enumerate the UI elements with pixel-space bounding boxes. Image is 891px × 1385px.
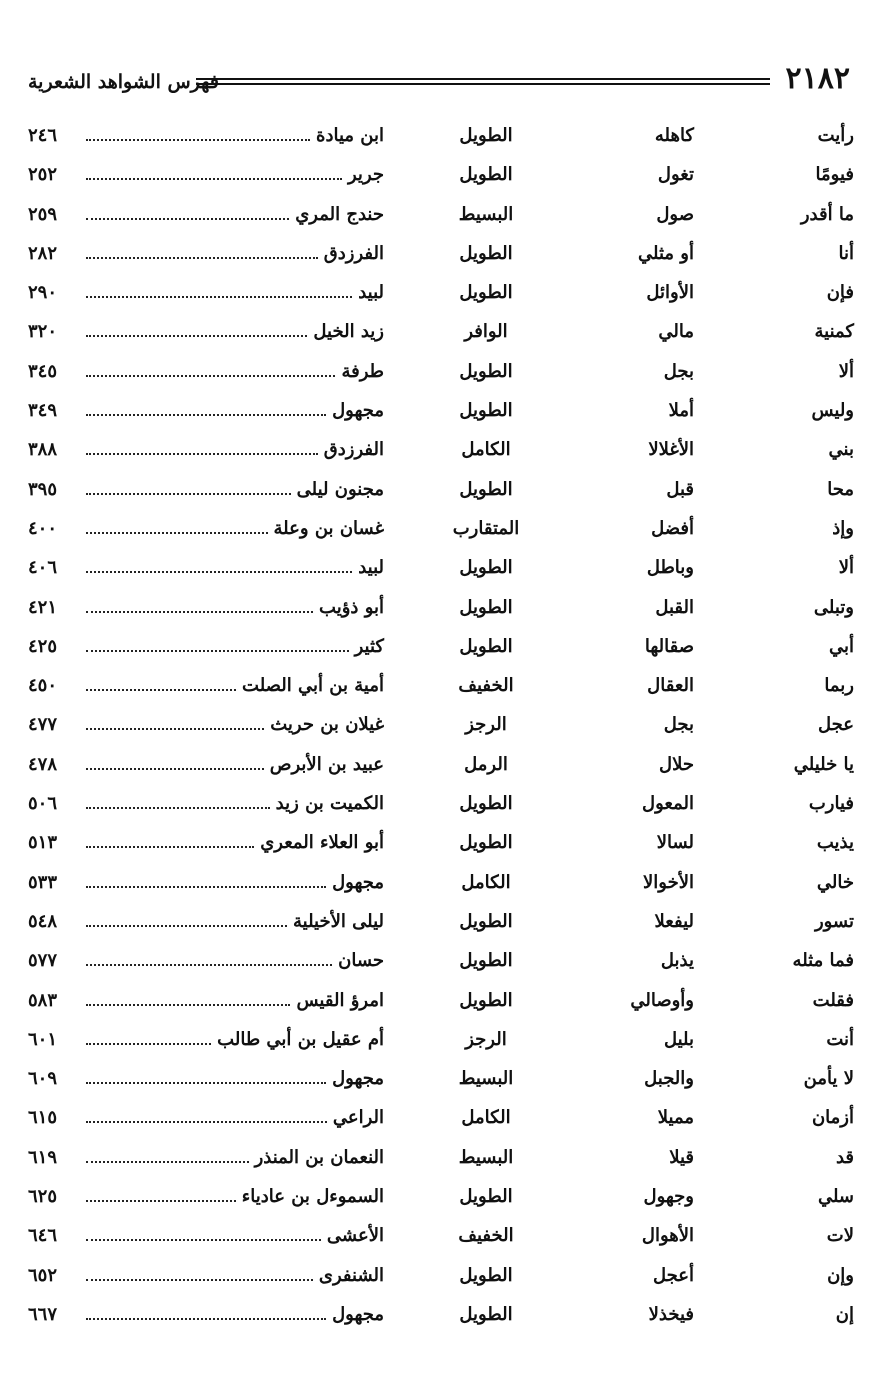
verse-start-word: أزمان (811, 1107, 854, 1129)
dot-leader (86, 791, 270, 809)
page-reference: ٦٠١ (28, 1028, 58, 1050)
rhyme-word: الأوائل (646, 282, 694, 304)
poet-entry (28, 830, 384, 856)
poet-entry (28, 673, 384, 699)
rhyme-word: أو مثلي (638, 242, 694, 264)
index-row (28, 634, 854, 673)
dot-leader (86, 830, 254, 848)
running-title: فهرس الشواهد الشعرية (28, 71, 219, 93)
rhyme-word: وأوصالي (630, 989, 694, 1011)
poet-entry (28, 634, 384, 660)
page-reference: ٤٥٠ (28, 675, 58, 697)
meter: الطويل (459, 1303, 513, 1325)
verse-start-word: فيومًا (815, 164, 854, 186)
index-row (28, 752, 854, 791)
verse-start-word: ألا (838, 360, 854, 382)
meter: الطويل (459, 793, 513, 815)
meter: الطويل (459, 125, 513, 146)
poet-name: الفرزدق (323, 242, 384, 264)
index-row (28, 359, 854, 398)
verse-start-word: وليس (811, 400, 854, 422)
dot-leader (86, 123, 310, 141)
rhyme-word: والجبل (644, 1068, 694, 1090)
header-rule (196, 78, 770, 85)
verse-start-word: عجل (818, 714, 854, 736)
meter: الطويل (459, 832, 513, 854)
rhyme-word: الأغلالا (648, 439, 694, 461)
poet-name: الراعي (332, 1107, 384, 1129)
verse-start-word: محا (827, 478, 854, 500)
index-row (28, 516, 854, 555)
page-reference: ٦٢٥ (28, 1186, 58, 1208)
rhyme-word: قبل (666, 478, 694, 500)
verse-start-word: وتبلى (813, 596, 854, 618)
meter: الوافر (464, 321, 508, 343)
verse-start-word: تسور (814, 910, 854, 932)
poet-name: عبيد بن الأبرص (269, 753, 384, 775)
poet-name: مجهول (332, 400, 384, 422)
page-reference: ٤٧٧ (28, 714, 58, 736)
poet-entry (28, 1263, 384, 1289)
page-reference: ٢٩٠ (28, 282, 58, 304)
page-reference: ٦٠٩ (28, 1068, 58, 1090)
dot-leader (86, 712, 264, 730)
page-reference: ٥٤٨ (28, 910, 58, 932)
poet-name: مجهول (332, 871, 384, 893)
poet-entry (28, 909, 384, 935)
verse-start-word: فما مثله (792, 950, 854, 972)
page-reference: ٣٤٩ (28, 400, 58, 422)
poet-entry (28, 948, 384, 974)
index-row (28, 555, 854, 594)
meter: الطويل (459, 989, 513, 1011)
verse-start-word: ألا (838, 557, 854, 579)
poet-name: غسان بن وعلة (273, 517, 384, 539)
verse-start-word: لات (826, 1225, 854, 1247)
poet-name: أبو ذؤيب (319, 596, 384, 618)
verse-start-word: خالي (816, 871, 854, 893)
rhyme-word: حلال (659, 753, 694, 775)
dot-leader (86, 398, 326, 416)
meter: الرجز (465, 1028, 507, 1050)
verse-start-word: قد (835, 1146, 854, 1168)
poet-entry (28, 870, 384, 896)
poet-entry (28, 555, 384, 581)
rhyme-word: لسالا (656, 832, 694, 854)
index-row (28, 909, 854, 948)
poet-name: طرفة (341, 360, 384, 382)
poet-entry (28, 1027, 384, 1053)
dot-leader (86, 1027, 211, 1045)
meter: الخفيف (458, 675, 514, 697)
rhyme-word: أعجل (653, 1264, 694, 1286)
page-reference: ٣٢٠ (28, 321, 58, 343)
index-row (28, 241, 854, 280)
index-row (28, 870, 854, 909)
verse-start-word: بني (828, 439, 854, 461)
poet-name: زيد الخيل (313, 321, 384, 343)
verse-start-word: وإن (827, 1264, 854, 1286)
index-row (28, 477, 854, 516)
dot-leader (86, 595, 313, 613)
page-reference: ٣٨٨ (28, 439, 58, 461)
poet-entry (28, 1223, 384, 1249)
dot-leader (86, 1302, 326, 1320)
poet-entry (28, 791, 384, 817)
index-row (28, 1066, 854, 1105)
poet-name: النعمان بن المنذر (254, 1146, 384, 1168)
rhyme-word: القبل (655, 596, 694, 618)
poet-entry (28, 123, 384, 149)
verse-start-word: أنا (838, 242, 854, 264)
poet-name: الأعشى (326, 1225, 384, 1247)
poet-entry (28, 595, 384, 621)
index-row (28, 437, 854, 476)
verse-start-word: يذيب (816, 832, 854, 854)
meter: البسيط (458, 203, 514, 225)
rhyme-word: مالي (658, 321, 694, 343)
poet-entry (28, 752, 384, 778)
rhyme-word: ليفعلا (654, 910, 694, 932)
poet-entry (28, 1302, 384, 1328)
page-reference: ٣٩٥ (28, 478, 58, 500)
meter: البسيط (458, 1146, 514, 1168)
verse-start-word: رأيت (817, 125, 854, 146)
dot-leader (86, 280, 352, 298)
poet-name: مجنون ليلى (296, 478, 384, 500)
dot-leader (86, 437, 318, 455)
poet-name: لبيد (358, 557, 384, 579)
dot-leader (86, 1145, 249, 1163)
meter: الطويل (459, 164, 513, 186)
rhyme-word: العقال (647, 675, 694, 697)
meter: الطويل (459, 557, 513, 579)
poet-entry (28, 359, 384, 385)
index-row (28, 1145, 854, 1184)
rhyme-word: وجهول (643, 1186, 694, 1208)
index-row (28, 319, 854, 358)
page-reference: ٥٣٣ (28, 871, 58, 893)
page-number: ٢١٨٢ (785, 61, 850, 96)
rhyme-word: فيخذلا (648, 1303, 694, 1325)
page-reference: ٤٢٥ (28, 635, 58, 657)
rhyme-word: قيلا (669, 1146, 694, 1168)
index-row (28, 1105, 854, 1144)
poet-name: امرؤ القيس (296, 989, 384, 1011)
poet-entry (28, 398, 384, 424)
rhyme-word: تغول (657, 164, 694, 186)
verse-start-word: سلي (817, 1186, 854, 1208)
verse-start-word: لا يأمن (803, 1068, 854, 1090)
dot-leader (86, 359, 335, 377)
index-row (28, 673, 854, 712)
meter: الرجز (465, 714, 507, 736)
poet-entry (28, 241, 384, 267)
page-reference: ٣٤٥ (28, 360, 58, 382)
meter: الطويل (459, 360, 513, 382)
verse-start-word: أنت (826, 1028, 854, 1050)
dot-leader (86, 1105, 327, 1123)
page-reference: ٦١٩ (28, 1146, 58, 1168)
poet-entry (28, 988, 384, 1014)
meter: الطويل (459, 1186, 513, 1208)
meter: البسيط (458, 1068, 514, 1090)
meter: الطويل (459, 1264, 513, 1286)
poet-entry (28, 319, 384, 345)
poet-name: الكميت بن زيد (275, 793, 384, 815)
dot-leader (86, 555, 352, 573)
verse-start-word: فقلت (812, 989, 854, 1011)
meter: الطويل (459, 478, 513, 500)
dot-leader (86, 319, 307, 337)
poet-entry (28, 1105, 384, 1131)
meter: الرمل (464, 753, 508, 775)
index-row (28, 988, 854, 1027)
poet-entry (28, 202, 384, 228)
poet-name: الفرزدق (323, 439, 384, 461)
dot-leader (86, 202, 289, 220)
poet-entry (28, 1066, 384, 1092)
dot-leader (86, 752, 264, 770)
poet-name: لبيد (358, 282, 384, 304)
meter: الكامل (461, 1107, 511, 1129)
poet-name: جرير (348, 164, 384, 186)
poet-name: مجهول (332, 1068, 384, 1090)
verse-start-word: فإن (826, 282, 854, 304)
index-row (28, 1302, 854, 1341)
rhyme-word: المعول (642, 793, 694, 815)
page-reference: ٦١٥ (28, 1107, 58, 1129)
dot-leader (86, 241, 318, 259)
page-reference: ٥٧٧ (28, 950, 58, 972)
page-header (28, 62, 850, 102)
dot-leader (86, 634, 349, 652)
rhyme-word: أفضل (651, 517, 694, 539)
dot-leader (86, 1184, 236, 1202)
dot-leader (86, 477, 291, 495)
page-reference: ٥١٣ (28, 832, 58, 854)
poet-entry (28, 280, 384, 306)
rhyme-word: أملا (668, 400, 694, 422)
meter: الكامل (461, 871, 511, 893)
dot-leader (86, 673, 236, 691)
index-table (28, 123, 854, 1341)
poet-name: أمية بن أبي الصلت (242, 675, 384, 697)
dot-leader (86, 870, 326, 888)
meter: المتقارب (452, 517, 520, 539)
page-reference: ٢٥٩ (28, 203, 58, 225)
rhyme-word: يذبل (660, 950, 694, 972)
index-row (28, 162, 854, 201)
dot-leader (86, 162, 342, 180)
meter: الطويل (459, 596, 513, 618)
poet-entry (28, 162, 384, 188)
dot-leader (86, 1066, 326, 1084)
index-row (28, 712, 854, 751)
poet-name: ابن ميادة (316, 125, 384, 146)
page-reference: ٦٥٢ (28, 1264, 58, 1286)
verse-start-word: فيارب (808, 793, 854, 815)
rhyme-word: الأخوالا (643, 871, 694, 893)
index-row (28, 1027, 854, 1066)
meter: الطويل (459, 242, 513, 264)
page-reference: ٥٠٦ (28, 793, 58, 815)
poet-entry (28, 1145, 384, 1171)
page-reference: ٢٥٢ (28, 164, 58, 186)
page-reference: ٦٤٦ (28, 1225, 58, 1247)
poet-name: كثير (354, 635, 384, 657)
verse-start-word: وإذ (832, 517, 854, 539)
rhyme-word: بليل (663, 1028, 694, 1050)
rhyme-word: بجل (663, 714, 694, 736)
index-row (28, 791, 854, 830)
page-reference: ٢٤٦ (28, 125, 58, 146)
index-row (28, 1263, 854, 1302)
poet-name: السموءل بن عادياء (241, 1186, 384, 1208)
rhyme-word: مميلا (657, 1107, 694, 1129)
meter: الطويل (459, 635, 513, 657)
dot-leader (86, 1223, 321, 1241)
page-reference: ٥٨٣ (28, 989, 58, 1011)
rhyme-word: وباطل (646, 557, 694, 579)
rhyme-word: كاهله (654, 125, 694, 146)
poet-entry (28, 437, 384, 463)
index-row (28, 280, 854, 319)
page-reference: ٤٢١ (28, 596, 58, 618)
dot-leader (86, 948, 332, 966)
rhyme-word: صقالها (644, 635, 694, 657)
poet-name: غيلان بن حريث (270, 714, 384, 736)
verse-start-word: ما أقدر (800, 203, 854, 225)
verse-start-word: ربما (824, 675, 854, 697)
page-reference: ٤٧٨ (28, 753, 58, 775)
meter: الطويل (459, 282, 513, 304)
poet-entry (28, 477, 384, 503)
dot-leader (86, 516, 268, 534)
index-row (28, 1223, 854, 1262)
meter: الطويل (459, 400, 513, 422)
dot-leader (86, 1263, 313, 1281)
poet-name: مجهول (332, 1303, 384, 1325)
poet-name: حسان (338, 950, 384, 972)
page-reference: ٤٠٠ (28, 517, 58, 539)
poet-entry (28, 1184, 384, 1210)
rhyme-word: بجل (663, 360, 694, 382)
index-row (28, 830, 854, 869)
verse-start-word: كمنية (814, 321, 854, 343)
index-row (28, 948, 854, 987)
poet-name: حندج المري (295, 203, 384, 225)
dot-leader (86, 909, 287, 927)
meter: الخفيف (458, 1225, 514, 1247)
rhyme-word: الأهوال (641, 1225, 694, 1247)
poet-entry (28, 516, 384, 542)
verse-start-word: يا خليلي (793, 753, 854, 775)
index-row (28, 123, 854, 162)
poet-name: ليلى الأخيلية (292, 910, 384, 932)
page-reference: ٤٠٦ (28, 557, 58, 579)
index-row (28, 398, 854, 437)
verse-start-word: أبي (828, 635, 854, 657)
page-reference: ٦٦٧ (28, 1303, 58, 1325)
meter: الطويل (459, 910, 513, 932)
dot-leader (86, 988, 290, 1006)
poet-name: الشنفرى (318, 1264, 384, 1286)
verse-start-word: إن (835, 1303, 854, 1325)
meter: الكامل (461, 439, 511, 461)
index-row (28, 202, 854, 241)
poet-name: أم عقيل بن أبي طالب (217, 1028, 384, 1050)
poet-entry (28, 712, 384, 738)
poet-name: أبو العلاء المعري (260, 832, 384, 854)
rhyme-word: صول (656, 203, 694, 225)
index-row (28, 1184, 854, 1223)
page-reference: ٢٨٢ (28, 242, 58, 264)
meter: الطويل (459, 950, 513, 972)
index-row (28, 595, 854, 634)
